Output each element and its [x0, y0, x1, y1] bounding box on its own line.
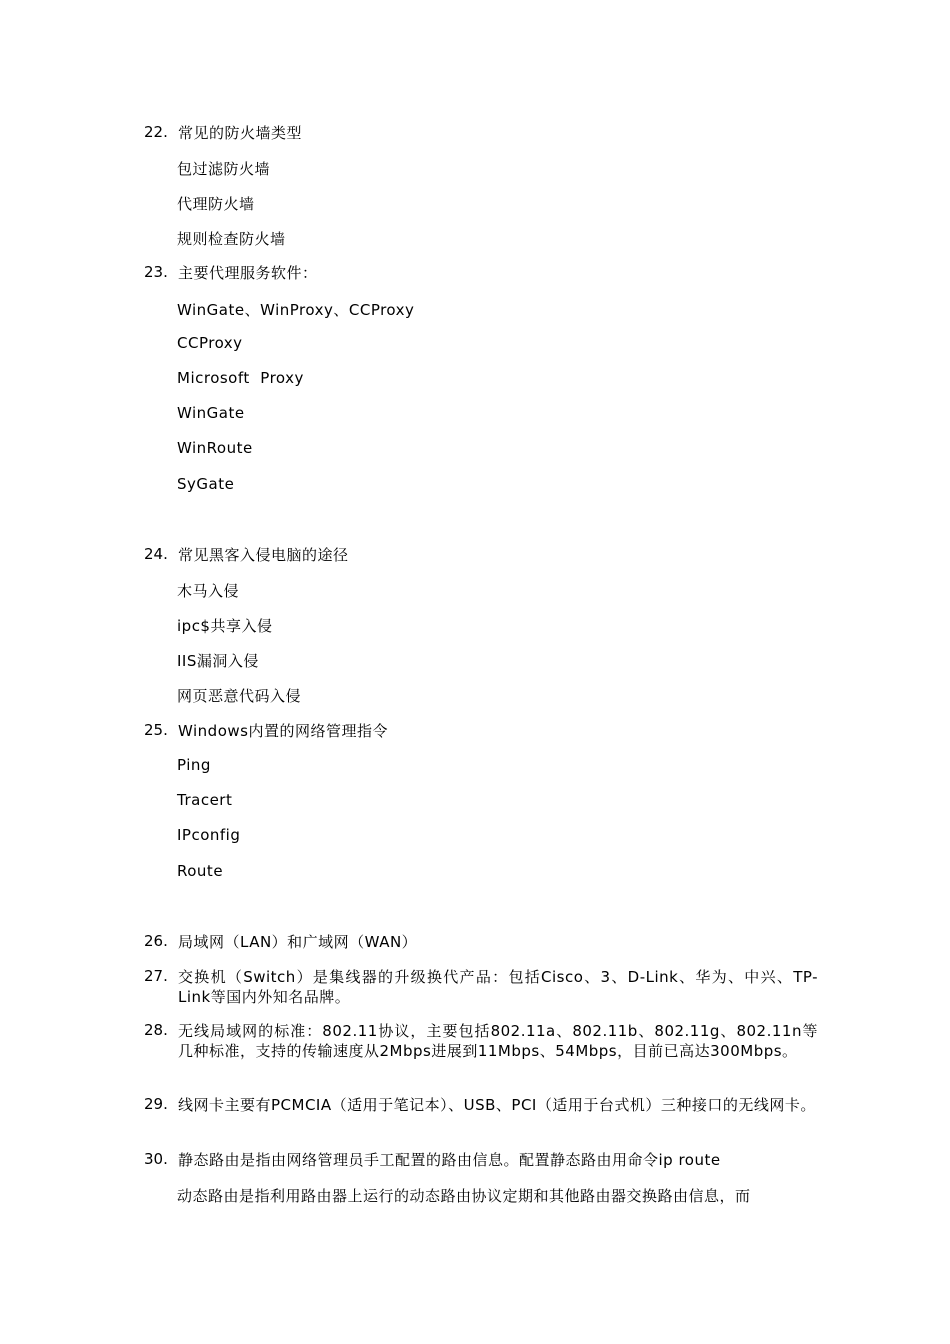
sub-item: 网页恶意代码入侵	[177, 687, 302, 705]
item-text: 静态路由是指由网络管理员手工配置的路由信息。配置静态路由用命令ip route	[178, 1151, 721, 1169]
sub-item: IIS漏洞入侵	[177, 652, 259, 670]
item-number: 30.	[144, 1150, 168, 1168]
item-number: 28.	[144, 1021, 168, 1039]
sub-item: WinGate	[177, 404, 245, 422]
item-text: 局域网（LAN）和广域网（WAN）	[178, 933, 418, 951]
sub-item: Microsoft Proxy	[177, 369, 304, 387]
item-number: 26.	[144, 932, 168, 950]
sub-item: 动态路由是指利用路由器上运行的动态路由协议定期和其他路由器交换路由信息，而	[177, 1187, 751, 1205]
item-number: 27.	[144, 967, 168, 985]
item-number: 24.	[144, 545, 168, 563]
item-text: 常见的防火墙类型	[178, 124, 303, 142]
item-text: Windows内置的网络管理指令	[178, 722, 388, 740]
sub-item: WinGate、WinProxy、CCProxy	[177, 301, 415, 319]
sub-item: 代理防火墙	[177, 195, 255, 213]
item-text: 常见黑客入侵电脑的途径	[178, 546, 349, 564]
sub-item: CCProxy	[177, 334, 243, 352]
item-text: 主要代理服务软件：	[178, 264, 318, 282]
item-number: 29.	[144, 1095, 168, 1113]
sub-item: 木马入侵	[177, 582, 240, 600]
item-text: 线网卡主要有PCMCIA（适用于笔记本）、USB、PCI（适用于台式机）三种接口的无线网卡。	[178, 1096, 816, 1114]
item-text: 无线局域网的标准：802.11协议，主要包括802.11a、802.11b、802.11g、802.11n等几种标准，支持的传输速度从2Mbps进展到11Mbps、54Mbps，目前已高达300Mbps。	[178, 1022, 818, 1060]
sub-item: IPconfig	[177, 826, 241, 844]
item-number: 22.	[144, 123, 168, 141]
item-number: 25.	[144, 721, 168, 739]
item-text: 交换机（Switch）是集线器的升级换代产品：包括Cisco、3、D-Link、华为、中兴、TP-Link等国内外知名品牌。	[178, 968, 818, 1006]
sub-item: 规则检查防火墙	[177, 230, 286, 248]
sub-item: Tracert	[177, 791, 233, 809]
sub-item: SyGate	[177, 475, 235, 493]
sub-item: 包过滤防火墙	[177, 160, 271, 178]
item-number: 23.	[144, 263, 168, 281]
sub-item: Route	[177, 862, 224, 880]
sub-item: WinRoute	[177, 439, 253, 457]
sub-item: ipc$共享入侵	[177, 617, 273, 635]
sub-item: Ping	[177, 756, 211, 774]
